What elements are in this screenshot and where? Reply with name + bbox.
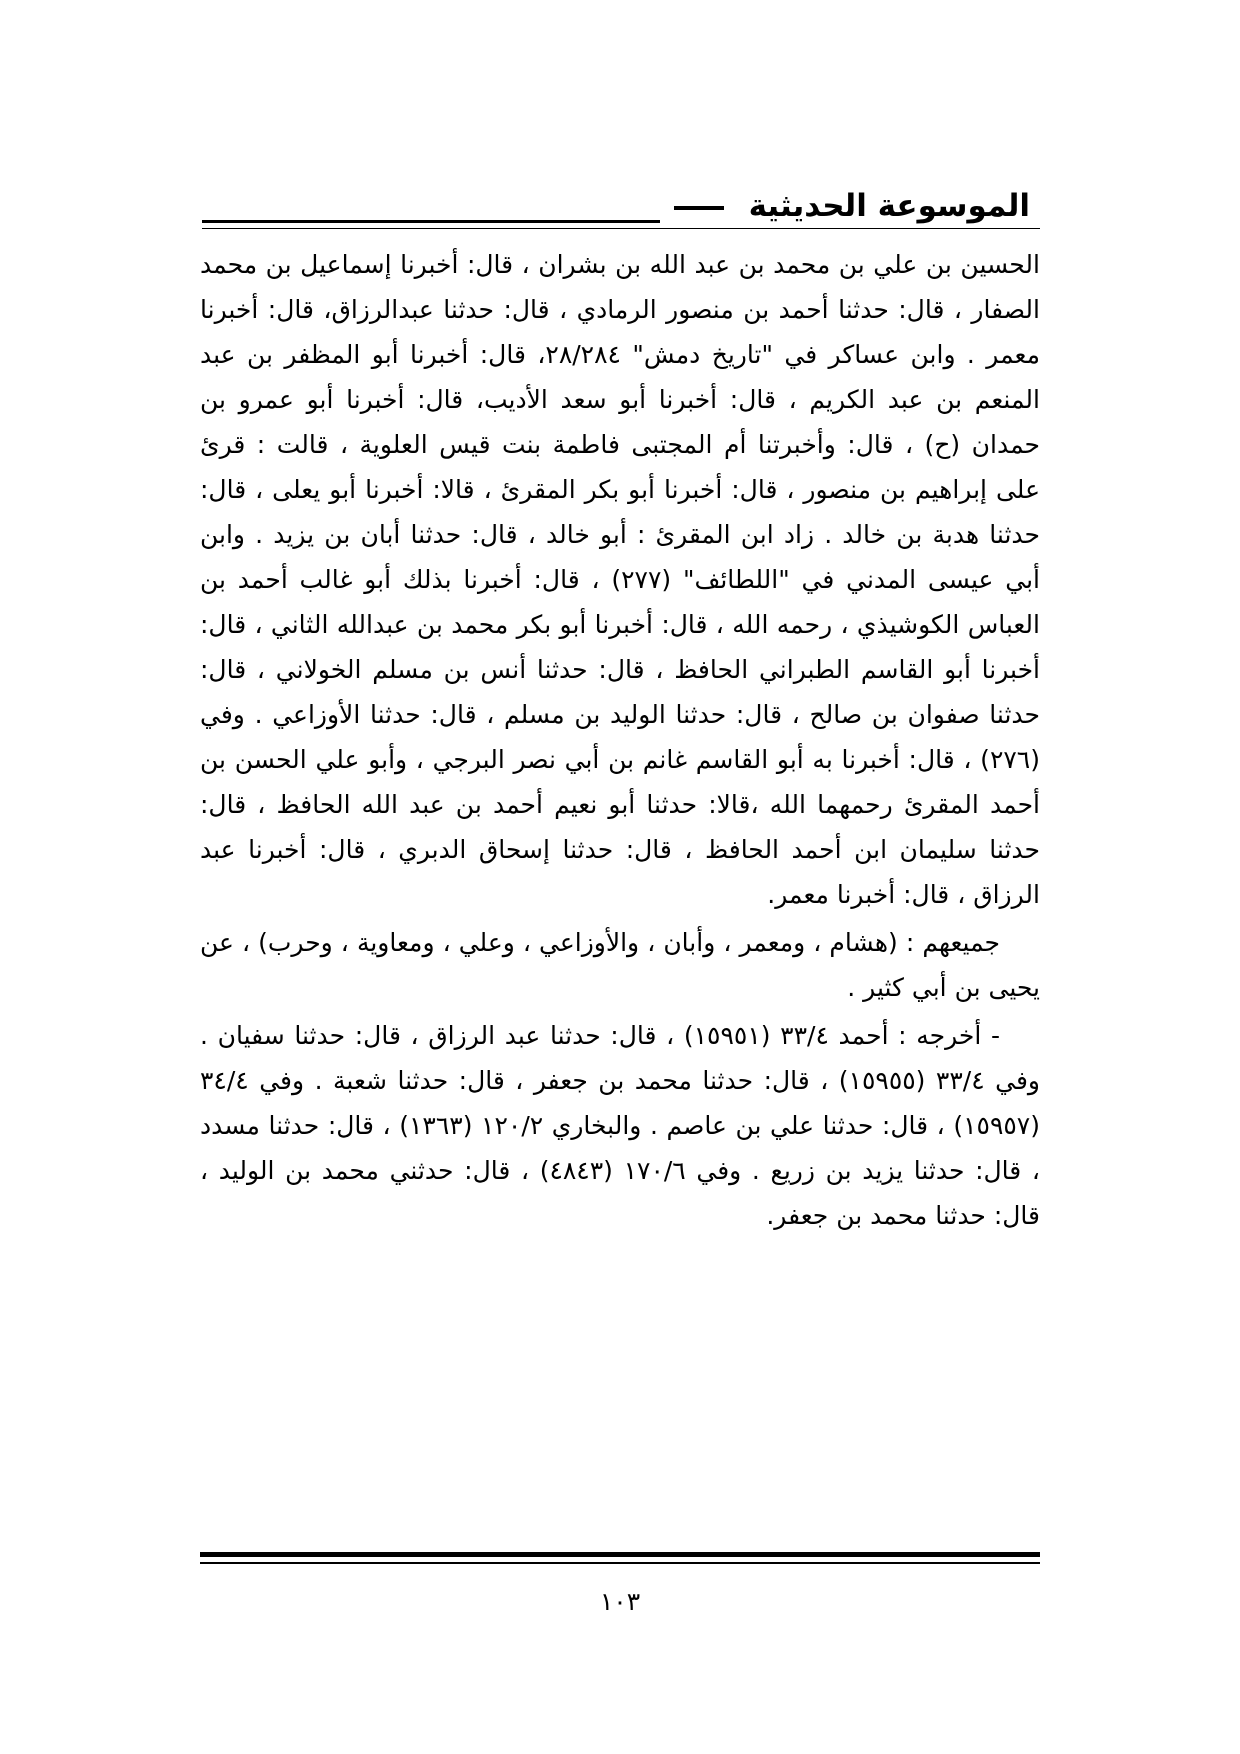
book-title: الموسوعة الحديثية (748, 188, 1030, 224)
footer-rule-thin (200, 1562, 1040, 1564)
paragraph-summary: جميعهم : (هشام ، ومعمر ، وأبان ، والأوزاعي ، وعلي ، ومعاوية ، وحرب) ، عن يحيى بن أبي كثير . (200, 928, 1040, 1002)
main-text (200, 242, 1040, 1238)
header-rule-thin (202, 228, 1040, 229)
paragraph-takhrij: - أخرجه : أحمد ٣٣/٤ (١٥٩٥١) ، قال: حدثنا عبد الرزاق ، قال: حدثنا سفيان . وفي ٣٣/٤ (١٥٩٥٥) ، قال: حدثنا محمد بن جعفر ، قال: حدثنا شعبة . وفي ٣٤/٤ (١٥٩٥٧) ، قال: حدثنا علي بن عاصم . والبخاري ١٢٠/٢ (١٣٦٣) ، قال: حدثنا مسدد ، قال: حدثنا يزيد بن زريع . وفي ١٧٠/٦ (٤٨٤٣) ، قال: حدثني محمد بن الوليد ، قال: حدثنا محمد بن جعفر. (200, 1021, 1040, 1230)
paragraph-chain: الحسين بن علي بن محمد بن عبد الله بن بشران ، قال: أخبرنا إسماعيل بن محمد الصفار ، قال: حدثنا أحمد بن منصور الرمادي ، قال: حدثنا عبدالرزاق، قال: أخبرنا معمر . وابن عساكر في "تاريخ دمش" ٢٨/٢٨٤، قال: أخبرنا أبو المظفر بن عبد المنعم بن عبد الكريم ، قال: أخبرنا أبو سعد الأديب، قال: أخبرنا أبو عمرو بن حمدان (ح) ، قال: وأخبرتنا أم المجتبى فاطمة بنت قيس العلوية ، قالت : قرئ على إبراهيم بن منصور ، قال: أخبرنا أبو بكر المقرئ ، قالا: أخبرنا أبو يعلى ، قال: حدثنا هدبة بن خالد . زاد ابن المقرئ : أبو خالد ، قال: حدثنا أبان بن يزيد . وابن أبي عيسى المدني في "اللطائف" (٢٧٧) ، قال: أخبرنا بذلك أبو غالب أحمد بن العباس الكوشيذي ، رحمه الله ، قال: أخبرنا أبو بكر محمد بن عبدالله الثاني ، قال: أخبرنا أبو القاسم الطبراني الحافظ ، قال: حدثنا أنس بن مسلم الخولاني ، قال: حدثنا صفوان بن صالح ، قال: حدثنا الوليد بن مسلم ، قال: حدثنا الأوزاعي . وفي (٢٧٦) ، قال: أخبرنا به أبو القاسم غانم بن أبي نصر البرجي ، وأبو علي الحسن بن أحمد المقرئ رحمهما الله ،قالا: حدثنا أبو نعيم أحمد بن عبد الله الحافظ ، قال: حدثنا سليمان ابن أحمد الحافظ ، قال: حدثنا إسحاق الدبري ، قال: أخبرنا عبد الرزاق ، قال: أخبرنا معمر. (200, 250, 1040, 909)
footer-rule-thick (200, 1552, 1040, 1557)
header-title-dash (674, 206, 724, 210)
page-number: ١٠٣ (599, 1587, 641, 1616)
header-title-box (660, 186, 1040, 226)
running-header (202, 186, 1040, 236)
